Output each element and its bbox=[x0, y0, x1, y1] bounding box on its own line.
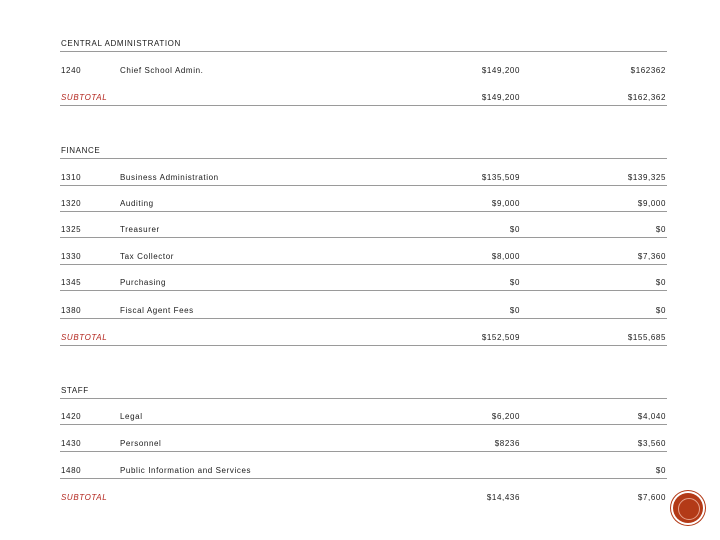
account-code: 1480 bbox=[61, 466, 82, 475]
amount-column-b: $7,360 bbox=[637, 252, 666, 261]
subtotal-column-b: $155,685 bbox=[627, 333, 666, 342]
table-row bbox=[60, 410, 667, 425]
account-code: 1320 bbox=[61, 199, 82, 208]
subtotal-label: SUBTOTAL bbox=[61, 333, 108, 342]
account-name: Business Administration bbox=[120, 173, 219, 182]
badge-ring bbox=[678, 498, 700, 520]
account-code: 1430 bbox=[61, 439, 82, 448]
account-code: 1325 bbox=[61, 225, 82, 234]
table-row bbox=[60, 171, 667, 186]
account-name: Legal bbox=[120, 412, 143, 421]
account-name: Auditing bbox=[120, 199, 154, 208]
account-code: 1310 bbox=[61, 173, 82, 182]
amount-column-b: $9,000 bbox=[637, 199, 666, 208]
account-name: Tax Collector bbox=[120, 252, 175, 261]
corner-badge-icon bbox=[673, 493, 703, 523]
subtotal-column-a: $152,509 bbox=[481, 333, 520, 342]
subtotal-row bbox=[60, 91, 667, 106]
section-header-staff bbox=[60, 384, 667, 399]
amount-column-a: $8236 bbox=[494, 439, 520, 448]
account-code: 1240 bbox=[61, 66, 82, 75]
account-code: 1330 bbox=[61, 252, 82, 261]
subtotal-label: SUBTOTAL bbox=[61, 493, 108, 502]
table-row bbox=[60, 437, 667, 452]
subtotal-row bbox=[60, 331, 667, 346]
amount-column-b: $3,560 bbox=[637, 439, 666, 448]
table-row bbox=[60, 304, 667, 319]
section-title: CENTRAL ADMINISTRATION bbox=[61, 39, 181, 48]
subtotal-column-a: $149,200 bbox=[481, 93, 520, 102]
amount-column-b: $139,325 bbox=[627, 173, 666, 182]
amount-column-a: $6,200 bbox=[491, 412, 520, 421]
account-name: Fiscal Agent Fees bbox=[120, 306, 194, 315]
amount-column-a: $0 bbox=[509, 225, 520, 234]
account-name: Public Information and Services bbox=[120, 466, 252, 475]
account-code: 1345 bbox=[61, 278, 82, 287]
amount-column-a: $0 bbox=[509, 278, 520, 287]
subtotal-column-b: $162,362 bbox=[627, 93, 666, 102]
account-name: Treasurer bbox=[120, 225, 160, 234]
amount-column-a: $8,000 bbox=[491, 252, 520, 261]
amount-column-b: $0 bbox=[655, 225, 666, 234]
section-header-central bbox=[60, 37, 667, 52]
table-row bbox=[60, 464, 667, 479]
account-name: Purchasing bbox=[120, 278, 167, 287]
amount-column-b: $0 bbox=[655, 278, 666, 287]
table-row bbox=[60, 223, 667, 238]
section-title: FINANCE bbox=[61, 146, 101, 155]
account-code: 1380 bbox=[61, 306, 82, 315]
section-header-finance bbox=[60, 144, 667, 159]
amount-column-b: $0 bbox=[655, 466, 666, 475]
subtotal-column-b: $7,600 bbox=[637, 493, 666, 502]
amount-column-b: $4,040 bbox=[637, 412, 666, 421]
table-row bbox=[60, 64, 667, 78]
table-row bbox=[60, 250, 667, 265]
account-name: Personnel bbox=[120, 439, 162, 448]
subtotal-label: SUBTOTAL bbox=[61, 93, 108, 102]
account-code: 1420 bbox=[61, 412, 82, 421]
amount-column-a: $0 bbox=[509, 306, 520, 315]
section-title: STAFF bbox=[61, 386, 89, 395]
amount-column-a: $149,200 bbox=[481, 66, 520, 75]
subtotal-row bbox=[60, 491, 667, 505]
account-name: Chief School Admin. bbox=[120, 66, 204, 75]
amount-column-b: $0 bbox=[655, 306, 666, 315]
table-row bbox=[60, 197, 667, 212]
amount-column-b: $162362 bbox=[630, 66, 666, 75]
amount-column-a: $135,509 bbox=[481, 173, 520, 182]
table-row bbox=[60, 276, 667, 291]
amount-column-a: $9,000 bbox=[491, 199, 520, 208]
subtotal-column-a: $14,436 bbox=[486, 493, 520, 502]
